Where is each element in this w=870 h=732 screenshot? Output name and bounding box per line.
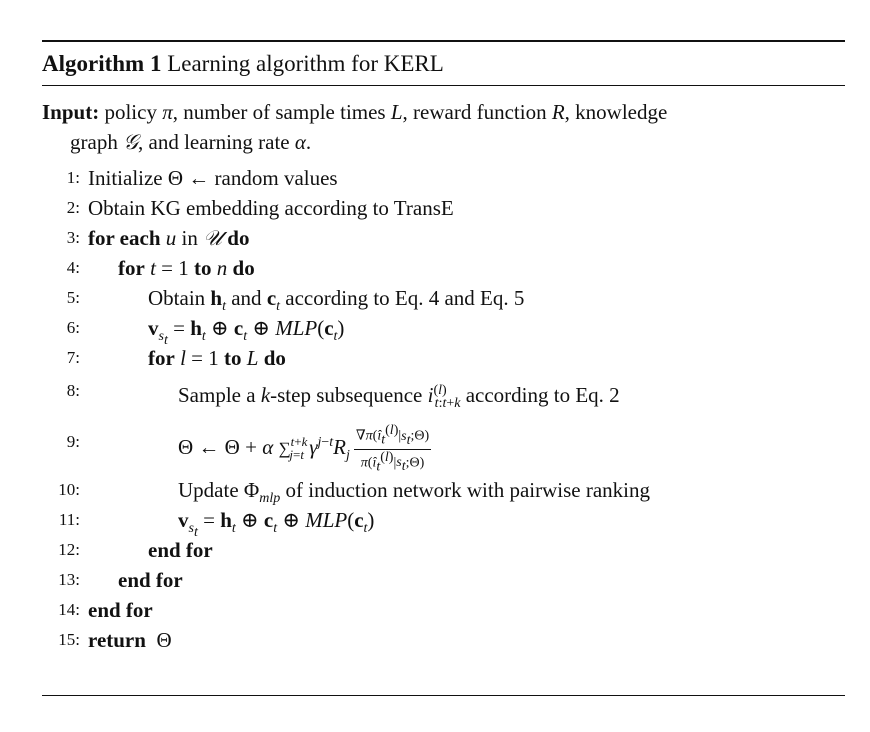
caption-rule xyxy=(42,85,845,86)
line-number: 9: xyxy=(66,432,80,451)
line-text: end for xyxy=(88,598,153,622)
line-number: 13: xyxy=(58,570,80,589)
line-text: Obtain $h_t$ and $c_t$ according to Eq. 4 and Eq. 5 xyxy=(148,286,525,315)
algorithm-title: Learning algorithm for KERL xyxy=(167,51,444,76)
algorithm-line xyxy=(42,313,845,348)
line-text: Sample a k-step subsequence $i^{(l)}_{t:t+k}$ according to Eq. 2 xyxy=(178,383,620,412)
algorithm-line xyxy=(42,376,845,412)
line-number: 15: xyxy=(58,630,80,649)
algorithm-line xyxy=(42,283,845,313)
line-text: for each u in 𝒰 do xyxy=(88,226,250,250)
line-text: Initialize Θ ← random values xyxy=(88,166,338,190)
algorithm-line xyxy=(42,223,845,253)
line-number: 6: xyxy=(66,318,80,337)
algorithm-line xyxy=(42,625,845,655)
algorithm-line xyxy=(42,193,845,223)
line-number: 12: xyxy=(58,540,80,559)
line-number: 2: xyxy=(66,198,80,217)
line-text: end for xyxy=(118,568,183,592)
input-label: Input: xyxy=(42,100,100,124)
line-number: 11: xyxy=(58,510,80,529)
algorithm-line xyxy=(42,475,845,505)
line-text: Obtain KG embedding according to TransE xyxy=(88,196,454,220)
line-text: Update $\Phi_{mlp}$ of induction network with pairwise ranking xyxy=(178,478,651,507)
line-number: 7: xyxy=(66,348,80,367)
input-line-1: policy π, number of sample times L, reward function R, knowledge xyxy=(104,100,668,124)
bottom-rule xyxy=(42,695,845,696)
algorithm-line xyxy=(42,595,845,625)
algorithm-line xyxy=(42,505,845,540)
algorithm-line xyxy=(42,253,845,283)
algorithm-label: Algorithm 1 xyxy=(42,51,162,76)
line-text: return Θ xyxy=(88,628,172,652)
algorithm-line xyxy=(42,535,845,565)
line-number: 14: xyxy=(58,600,80,619)
line-number: 10: xyxy=(58,480,80,499)
line-number: 3: xyxy=(66,228,80,247)
line-text: $v_{s_t} = h_t$ ⊕ $c_t$ ⊕ $MLP(c_t)$ xyxy=(178,508,375,540)
input-line-2: graph 𝒢, and learning rate α. xyxy=(70,130,312,154)
line-number: 1: xyxy=(66,168,80,187)
algorithm-line xyxy=(42,565,845,595)
line-text: for l = 1 to L do xyxy=(148,346,286,370)
input-clause xyxy=(42,97,845,157)
algorithm-line xyxy=(42,418,845,475)
line-text: for t = 1 to n do xyxy=(118,256,255,280)
algorithm-caption xyxy=(42,42,845,85)
line-number: 4: xyxy=(66,258,80,277)
line-text: end for xyxy=(148,538,213,562)
line-number: 5: xyxy=(66,288,80,307)
algorithm-block xyxy=(42,40,845,652)
gradient-fraction: $\frac{\nabla\pi(î_t^{(l)}|s_t;\Theta)}{\pi(î_t^{(l)}|s_t;\Theta)}$ xyxy=(355,423,430,475)
algorithm-line xyxy=(42,343,845,373)
line-number: 8: xyxy=(66,381,80,400)
line-text: Θ ← Θ + α ∑$^{t+k}_{j=t}$ $\gamma^{j-t}R_j$ $\frac{\nabla\pi(î_t^{(l)}|s_t;\Theta)}{\pi(î_t^{(l)}|s_t;\Theta)}$ xyxy=(178,423,430,475)
line-text: $v_{s_t} = h_t$ ⊕ $c_t$ ⊕ $MLP(c_t)$ xyxy=(148,316,345,348)
algorithm-line xyxy=(42,163,845,193)
